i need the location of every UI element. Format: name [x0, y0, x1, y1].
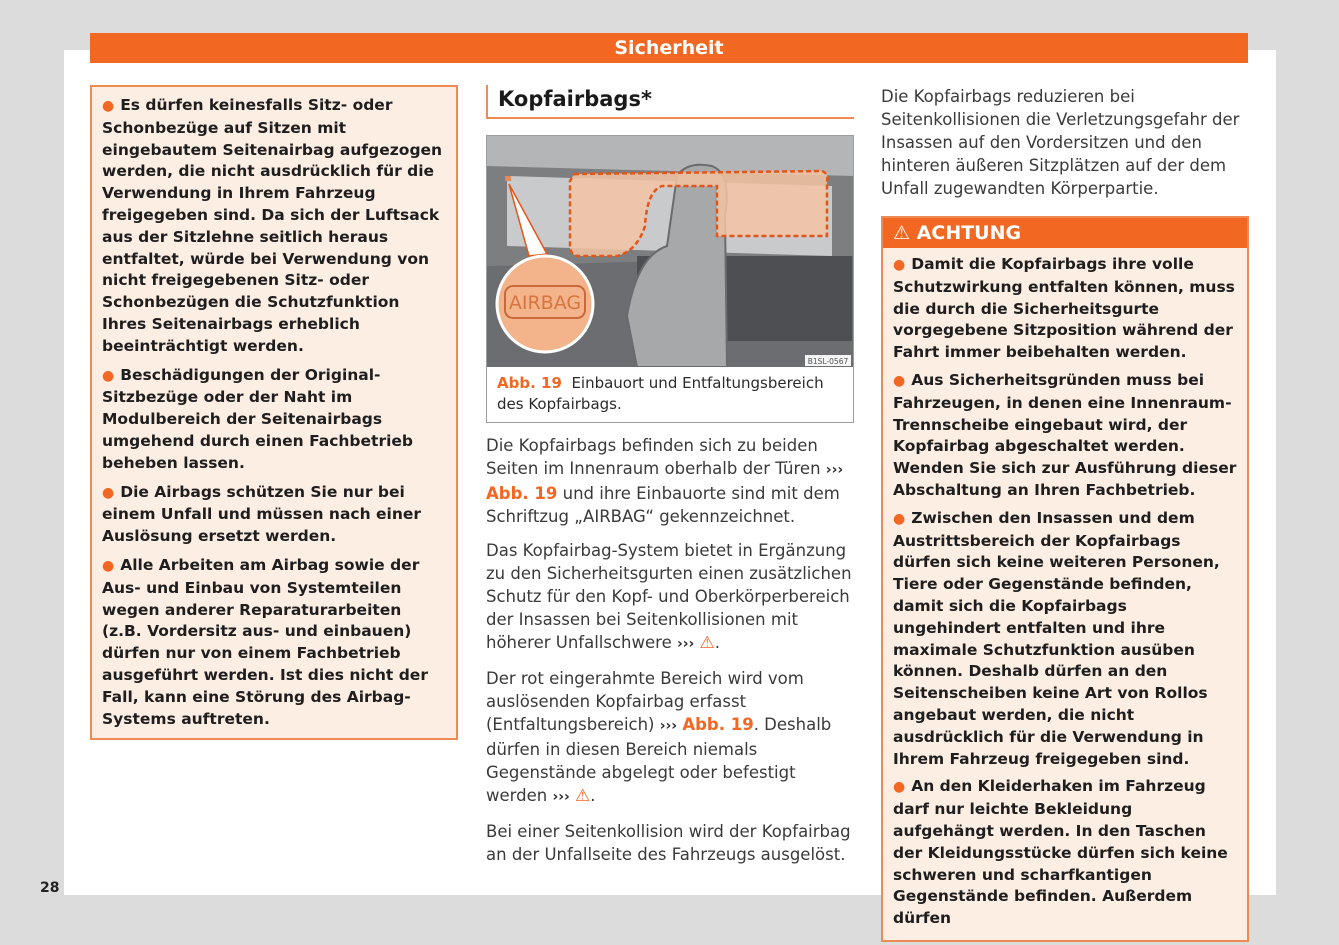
airbag-illustration [487, 136, 853, 367]
warning-item: ● Beschädigungen der Original-Sitzbezüge oder der Naht im Modulbereich der Seitenairbags umgehend durch einen Fachbetrieb beheben lassen. [102, 365, 414, 472]
middle-column [486, 85, 854, 866]
achtung-body [883, 248, 1247, 940]
warning-item: ● An den Kleiderhaken im Fahrzeug darf nur leichte Bekleidung aufgehängt werden. In den Taschen der Kleidungsstücke dürfen sich keine schweren und scharfkantigen Gegenstände befinden. Außerdem dürfen [893, 777, 1228, 928]
warning-continuation-box [90, 85, 458, 740]
paragraph: Bei einer Seitenkollision wird der Kopfairbag an der Unfallseite des Fahrzeugs ausgelöst. [486, 822, 851, 864]
paragraph: Die Kopfairbags befinden sich zu beiden Seiten im Innenraum oberhalb der Türen ››› Abb. 19 und ihre Einbauorte sind mit dem Schriftzug „AIRBAG“ gekennzeichnet. [486, 436, 844, 526]
bullet-icon: ● [893, 372, 906, 389]
car-interior-image [487, 136, 853, 367]
paragraph: Der rot eingerahmte Bereich wird vom auslösenden Kopfairbag erfasst (Entfaltungsbereich) ››› Abb. 19. Deshalb dürfen in diesen Bereich niemals Gegenstände abgelegt oder befestigt werden ››› ⚠. [486, 669, 832, 806]
warning-icon[interactable]: ⚠ [699, 633, 715, 653]
section-title: Kopfairbags* [486, 85, 854, 119]
page-number: 28 [40, 880, 60, 896]
warning-item: ● Aus Sicherheitsgründen muss bei Fahrzeugen, in denen eine Innenraum-Trennscheibe eingebaut wird, der Kopfairbag abgeschaltet werden. Wenden Sie sich zur Ausführung dieser Abschaltung an Ihren Fachbetrieb. [893, 370, 1237, 499]
chevron-icon: ››› [825, 462, 844, 478]
achtung-title: ACHTUNG [916, 222, 1022, 244]
intro-paragraph: Die Kopfairbags reduzieren bei Seitenkollisionen die Verletzungsgefahr der Insassen auf den Vordersitzen und den hinteren äußeren Sitzplätzen auf der dem Unfall zugewandten Körperpartie. [881, 87, 1240, 198]
chevron-icon: ››› [676, 636, 695, 652]
svg-text:B1SL-0567: B1SL-0567 [807, 357, 849, 366]
right-column [881, 85, 1249, 942]
achtung-header [883, 218, 1247, 248]
warning-item: ● Es dürfen keinesfalls Sitz- oder Schonbezüge auf Sitzen mit eingebautem Seitenairbag aufgezogen werden, die nicht ausdrücklich für die Verwendung in Ihrem Fahrzeug freigegeben sind. Da sich der Luftsack aus der Sitzlehne seitlich heraus entfaltet, würde bei Verwendung von nicht freigegebenen Sitz- oder Schonbezügen die Schutzfunktion Ihres Seitenairbags erheblich beeinträchtigt werden. [102, 96, 443, 355]
warning-item: ● Damit die Kopfairbags ihre volle Schutzwirkung entfalten können, muss die durch die Sicherheitsgurte vorgegebene Sitzposition während der Fahrt immer beibehalten werden. [893, 255, 1235, 362]
warning-icon[interactable]: ⚠ [575, 786, 591, 806]
warning-item: ● Alle Arbeiten am Airbag sowie der Aus- und Einbau von Systemteilen wegen anderer Reparaturarbeiten (z.B. Vordersitz aus- und einbauen) dürfen nur von einem Fachbetrieb ausgeführt werden. Ist dies nicht der Fall, kann eine Störung des Airbag-Systems auftreten. [102, 555, 428, 728]
figure-link[interactable]: Abb. 19 [486, 484, 558, 503]
figure-link[interactable]: Abb. 19 [682, 715, 754, 734]
body-text [486, 434, 854, 866]
warning-item: ● Zwischen den Insassen und dem Austrittsbereich der Kopfairbags dürfen sich keine weiteren Personen, Tiere oder Gegenstände befinden, damit sich die Kopfairbags ungehindert entfalten und ihre maximale Schutzfunktion ausüben können. Deshalb dürfen an den Seitenscheiben keine Art von Rollos angebaut werden, die nicht ausdrücklich für die Verwendung in Ihrem Fahrzeug freigegeben sind. [893, 508, 1220, 768]
warning-icon: ⚠ [893, 222, 911, 244]
figure-label: Abb. 19 [497, 374, 562, 392]
bullet-icon: ● [893, 779, 906, 796]
bullet-icon: ● [102, 557, 115, 574]
warning-item: ● Die Airbags schützen Sie nur bei einem Unfall und müssen nach einer Auslösung ersetzt werden. [102, 482, 422, 546]
bullet-icon: ● [893, 257, 906, 273]
body-text [881, 85, 1249, 200]
bullet-icon: ● [102, 484, 115, 501]
chevron-icon: ››› [659, 718, 678, 734]
chevron-icon: ››› [552, 789, 570, 805]
achtung-box [881, 216, 1249, 942]
section-header: Sicherheit [90, 33, 1248, 63]
bullet-icon: ● [102, 367, 115, 384]
left-column [90, 85, 458, 740]
figure [486, 135, 854, 423]
bullet-icon: ● [893, 510, 906, 527]
paragraph: Das Kopfairbag-System bietet in Ergänzung zu den Sicherheitsgurten einen zusätzlichen Schutz für den Kopf- und Oberkörperbereich der Insassen bei Seitenkollisionen mit höherer Unfallschwere ››› ⚠. [486, 541, 852, 653]
svg-text:AIRBAG: AIRBAG [508, 292, 582, 314]
figure-caption: Abb. 19 Einbauort und Entfaltungsbereich des Kopfairbags. [497, 374, 824, 413]
bullet-icon: ● [102, 98, 115, 114]
